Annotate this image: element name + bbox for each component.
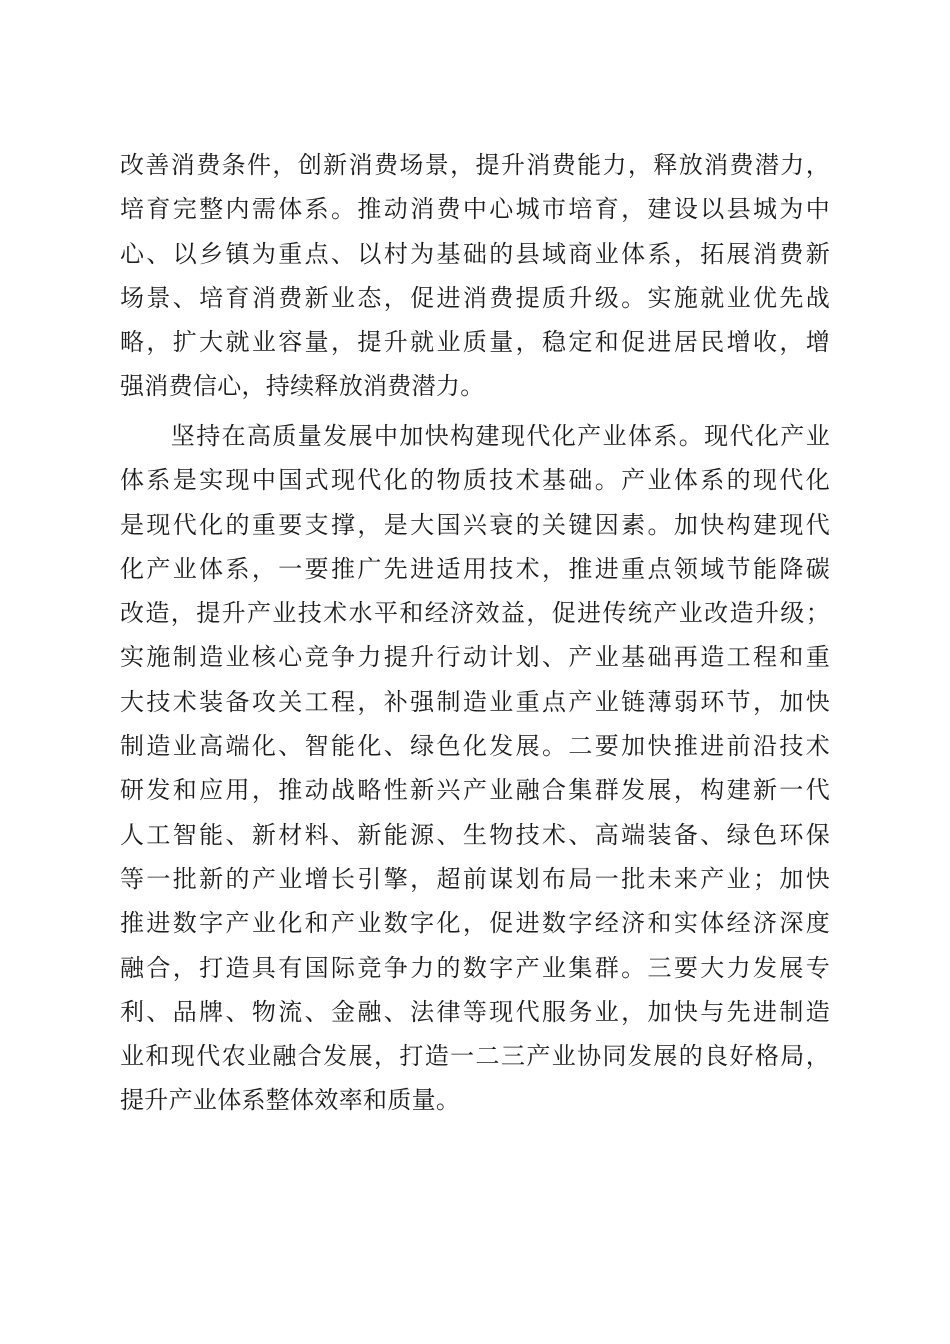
text-line: 制造业高端化、智能化、绿色化发展。二要加快推进前沿技术 bbox=[120, 732, 830, 761]
paragraph-industrial-system bbox=[120, 414, 830, 1123]
text-line: 业和现代农业融合发展，打造一二三产业协同发展的良好格局， bbox=[120, 1042, 830, 1071]
text-line: 提升产业体系整体效率和质量。 bbox=[120, 1086, 461, 1115]
text-line: 研发和应用，推动战略性新兴产业融合集群发展，构建新一代 bbox=[120, 776, 830, 805]
paragraph-consumption bbox=[120, 143, 830, 409]
text-line: 体系是实现中国式现代化的物质技术基础。产业体系的现代化 bbox=[120, 466, 830, 495]
text-line: 化产业体系，一要推广先进适用技术，推进重点领域节能降碳 bbox=[120, 554, 830, 583]
text-line: 心、以乡镇为重点、以村为基础的县域商业体系，拓展消费新 bbox=[120, 239, 830, 268]
text-line: 融合，打造具有国际竞争力的数字产业集群。三要大力发展专 bbox=[120, 953, 830, 982]
text-line: 人工智能、新材料、新能源、生物技术、高端装备、绿色环保 bbox=[120, 820, 830, 849]
text-line: 是现代化的重要支撑，是大国兴衰的关键因素。加快构建现代 bbox=[120, 510, 830, 539]
text-line: 实施制造业核心竞争力提升行动计划、产业基础再造工程和重 bbox=[120, 643, 830, 672]
text-line: 大技术装备攻关工程，补强制造业重点产业链薄弱环节，加快 bbox=[120, 687, 830, 716]
text-line: 改善消费条件，创新消费场景，提升消费能力，释放消费潜力， bbox=[120, 151, 830, 179]
text-line: 利、品牌、物流、金融、法律等现代服务业，加快与先进制造 bbox=[120, 997, 830, 1026]
text-line: 改造，提升产业技术水平和经济效益，促进传统产业改造升级； bbox=[120, 599, 830, 628]
text-line: 场景、培育消费新业态，促进消费提质升级。实施就业优先战 bbox=[120, 283, 830, 312]
text-line: 推进数字产业化和产业数字化，促进数字经济和实体经济深度 bbox=[120, 909, 830, 938]
text-line: 强消费信心，持续释放消费潜力。 bbox=[120, 372, 485, 401]
text-line: 坚持在高质量发展中加快构建现代化产业体系。现代化产业 bbox=[120, 422, 830, 450]
text-line: 等一批新的产业增长引擎，超前谋划布局一批未来产业；加快 bbox=[120, 864, 830, 893]
text-line: 培育完整内需体系。推动消费中心城市培育，建设以县城为中 bbox=[120, 195, 830, 224]
text-line: 略，扩大就业容量，提升就业质量，稳定和促进居民增收，增 bbox=[120, 328, 830, 357]
